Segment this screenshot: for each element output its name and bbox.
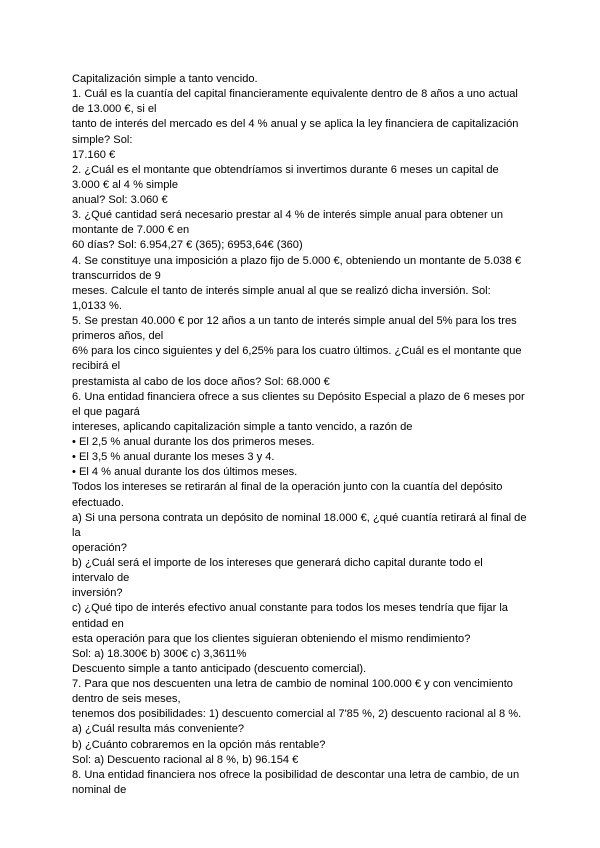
text-line: 8. Una entidad financiera nos ofrece la posibilidad de descontar una letra de cambio, de un	[72, 768, 520, 781]
text-line: inversión?	[72, 587, 123, 600]
text-line: 3. ¿Qué cantidad será necesario prestar al 4 % de interés simple anual para obtener un	[72, 209, 504, 222]
text-line: meses. Calcule el tanto de interés simple anual al que se realizó dicha inversión. Sol:	[72, 284, 491, 297]
bullet-item: • El 2,5 % anual durante los dos primeros meses.	[72, 436, 315, 448]
text-line: efectuado.	[72, 496, 124, 509]
text-line: operación?	[72, 541, 127, 554]
text-line: a) Si una persona contrata un depósito de nominal 18.000 €, ¿qué cuantía retirará al final de	[72, 511, 527, 524]
text-line: de 13.000 €, si el	[72, 103, 157, 116]
text-line: intereses, aplicando capitalización simple a tanto vencido, a razón de	[72, 420, 413, 433]
text-line: Todos los intereses se retirarán al final de la operación junto con la cuantía del depósito	[72, 481, 503, 494]
text-line: anual? Sol: 3.060 €	[72, 194, 168, 206]
text-line: 1,0133 %.	[72, 299, 122, 312]
document-body	[72, 72, 532, 798]
text-line: nominal de	[72, 783, 127, 796]
text-line: 6. Una entidad financiera ofrece a sus clientes su Depósito Especial a plazo de 6 meses por	[72, 390, 525, 403]
text-line: 7. Para que nos descuenten una letra de cambio de nominal 100.000 € y con vencimiento	[72, 678, 513, 690]
text-line: c) ¿Qué tipo de interés efectivo anual constante para todos los meses tendría que fijar la	[72, 602, 508, 615]
text-line: b) ¿Cuánto cobraremos en la opción más rentable?	[72, 738, 326, 751]
text-line: a) ¿Cuál resulta más conveniente?	[72, 723, 245, 736]
text-line: 6% para los cinco siguientes y del 6,25% para los cuatro últimos. ¿Cuál es el montante que	[72, 345, 522, 358]
bullet-item: • El 3,5 % anual durante los meses 3 y 4.	[72, 451, 275, 464]
text-line: primeros años, del	[72, 330, 164, 343]
text-line: tanto de interés del mercado es del 4 % anual y se aplica la ley financiera de capitalización	[72, 118, 519, 131]
section-heading: Capitalización simple a tanto vencido.	[72, 73, 258, 85]
text-line: la	[72, 526, 81, 539]
text-line: transcurridos de 9	[72, 269, 161, 282]
text-line: Sol: a) 18.300€ b) 300€ c) 3,3611%	[72, 647, 247, 660]
text-line: 60 días? Sol: 6.954,27 € (365); 6953,64€ (360)	[72, 239, 303, 252]
text-line: prestamista al cabo de los doce años? Sol: 68.000 €	[72, 375, 330, 388]
text-line: intervalo de	[72, 572, 130, 585]
text-line: 17.160 €	[72, 148, 116, 161]
text-line: 1. Cuál es la cuantía del capital financieramente equivalente dentro de 8 años a uno actual	[72, 88, 518, 101]
text-line: 5. Se prestan 40.000 € por 12 años a un tanto de interés simple anual del 5% para los tres	[72, 315, 517, 327]
section-heading: Descuento simple a tanto anticipado (descuento comercial).	[72, 662, 367, 675]
text-line: Sol: a) Descuento racional al 8 %, b) 96.154 €	[72, 753, 299, 766]
text-line: recibirá el	[72, 360, 121, 373]
text-line: esta operación para que los clientes siguieran obteniendo el mismo rendimiento?	[72, 632, 471, 645]
text-line: montante de 7.000 € en	[72, 224, 190, 237]
text-line: 4. Se constituye una imposición a plazo fijo de 5.000 €, obteniendo un montante de 5.038 €	[72, 254, 521, 267]
text-line: dentro de seis meses,	[72, 693, 181, 706]
text-line: tenemos dos posibilidades: 1) descuento comercial al 7'85 %, 2) descuento racional al 8 %.	[72, 708, 522, 721]
text-line: entidad en	[72, 617, 124, 630]
text-line: el que pagará	[72, 405, 140, 418]
text-line: 3.000 € al 4 % simple	[72, 178, 179, 191]
text-line: b) ¿Cuál será el importe de los intereses que generará dicho capital durante todo el	[72, 557, 483, 569]
text-line: simple? Sol:	[72, 133, 133, 146]
text-line: 2. ¿Cuál es el montante que obtendríamos si invertimos durante 6 meses un capital de	[72, 163, 499, 176]
bullet-item: • El 4 % anual durante los dos últimos meses.	[72, 466, 298, 479]
